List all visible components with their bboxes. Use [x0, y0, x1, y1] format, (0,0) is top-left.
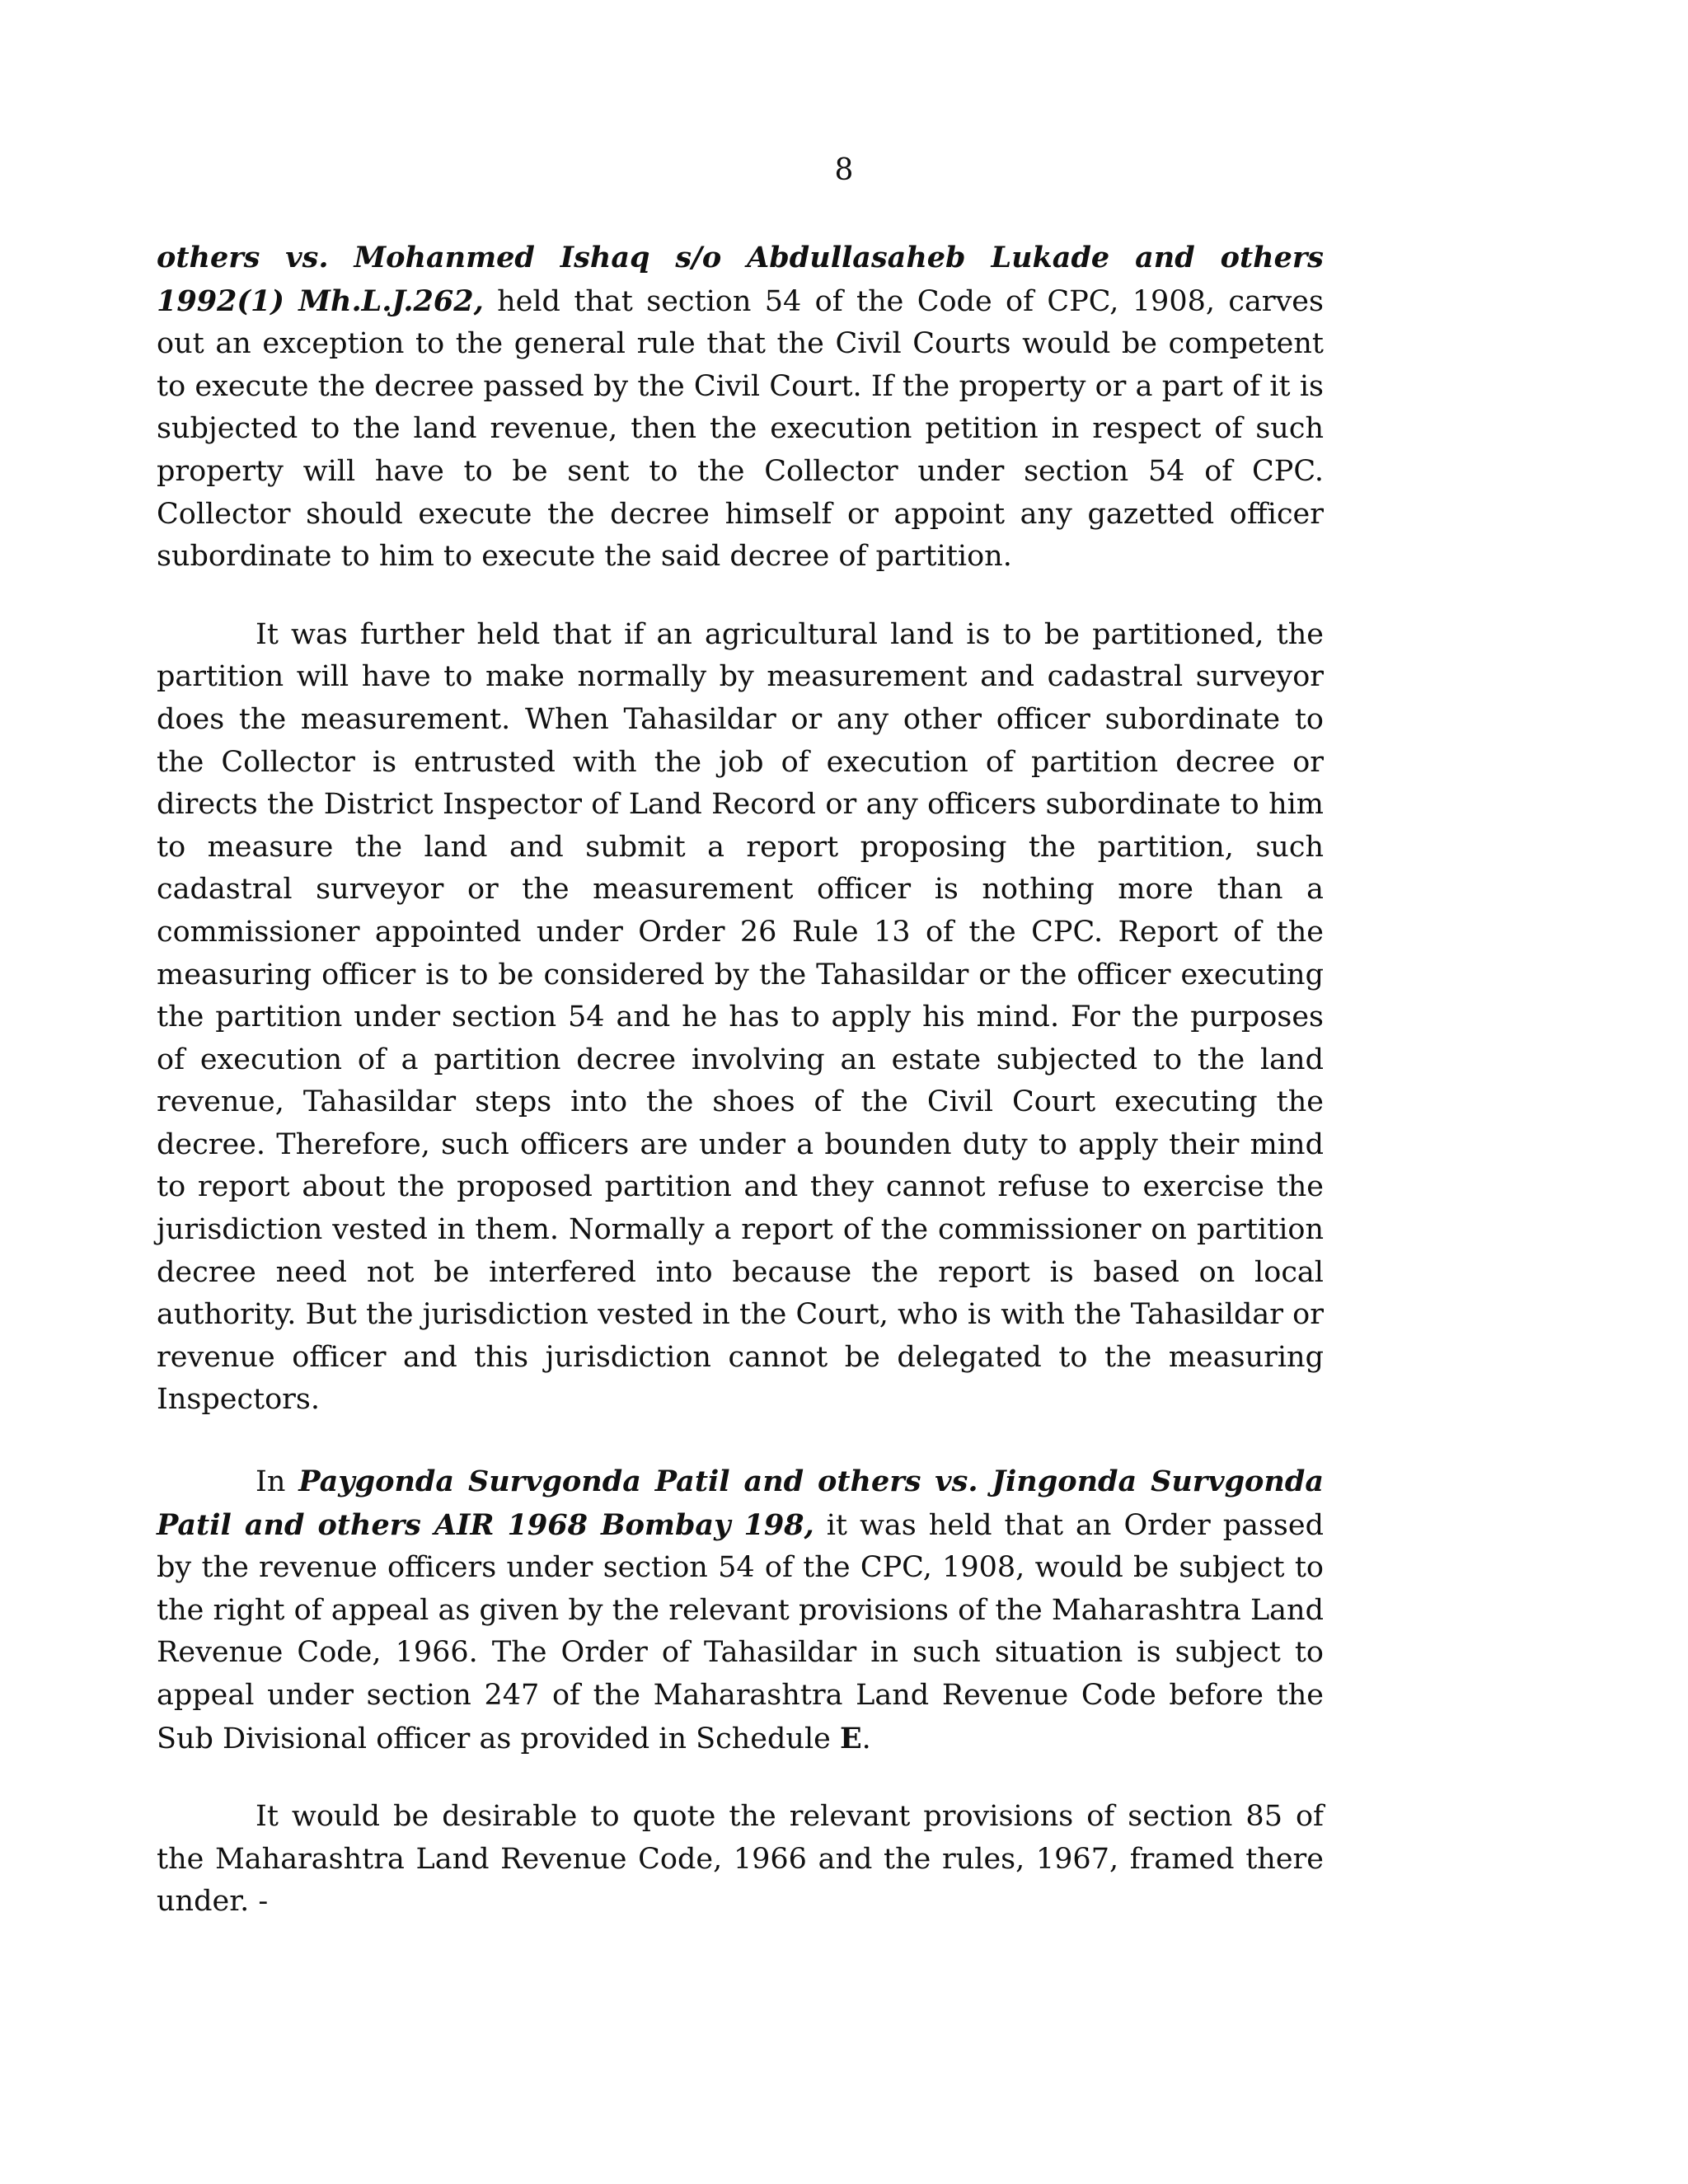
- paragraph-lead: In: [256, 1465, 299, 1499]
- schedule-label: E: [839, 1721, 862, 1755]
- paragraph-3: [157, 1460, 1324, 1760]
- paragraph-4: [157, 1796, 1324, 1924]
- paragraph-end: .: [861, 1722, 871, 1755]
- paragraph-text: It would be desirable to quote the relevant provisions of section 85 of the Maharashtra Land Revenue Code, 1966 and the rules, 1967, framed there under. -: [157, 1800, 1324, 1919]
- case-citation: Paygonda Survgonda Patil and others vs. Jingonda Survgonda Patil and others AIR 1968 Bombay 198,: [157, 1465, 1324, 1542]
- paragraph-1: [157, 237, 1324, 579]
- paragraph-text: it was held that an Order passed by the revenue officers under section 54 of the CPC, 1908, would be subject to the right of appeal as given by the relevant provisions of the Maharashtra Land Revenue Code, 1966. The Order of Tahasildar in such situation is subject to appeal under section 247 of the Maharashtra Land Revenue Code before the Sub Divisional officer as provided in Schedule: [157, 1508, 1324, 1755]
- paragraph-text: It was further held that if an agricultural land is to be partitioned, the partition will have to make normally by measurement and cadastral surveyor does the measurement. When Tahasildar or any other officer subordinate to the Collector is entrusted with the job of execution of partition decree or directs the District Inspector of Land Record or any officers subordinate to him to measure the land and submit a report proposing the partition, such cadastral surveyor or the measurement officer is nothing more than a commissioner appointed under Order 26 Rule 13 of the CPC. Report of the measuring officer is to be considered by the Tahasildar or the officer executing the partition under section 54 and he has to apply his mind. For the purposes of execution of a partition decree involving an estate subjected to the land revenue, Tahasildar steps into the shoes of the Civil Court executing the decree. Therefore, such officers are under a bounden duty to apply their mind to report about the proposed partition and they cannot refuse to exercise the jurisdiction vested in them. Normally a report of the commissioner on partition decree need not be interfered into because the report is based on local authority. But the jurisdiction vested in the Court, who is with the Tahasildar or revenue officer and this jurisdiction cannot be delegated to the measuring Inspectors.: [157, 617, 1324, 1417]
- paragraph-text: held that section 54 of the Code of CPC, 1908, carves out an exception to the general rule that the Civil Courts would be competent to execute the decree passed by the Civil Court. If the property or a part of it is subjected to the land revenue, then the execution petition in respect of such property will have to be sent to the Collector under section 54 of CPC. Collector should execute the decree himself or appoint any gazetted officer subordinate to him to execute the said decree of partition.: [157, 284, 1324, 574]
- paragraph-2: [157, 614, 1324, 1422]
- page-number: 8: [834, 153, 854, 187]
- case-citation: others vs. Mohanmed Ishaq s/o Abdullasaheb Lukade and others 1992(1) Mh.L.J.262,: [157, 241, 1324, 318]
- document-body: [157, 237, 1324, 1924]
